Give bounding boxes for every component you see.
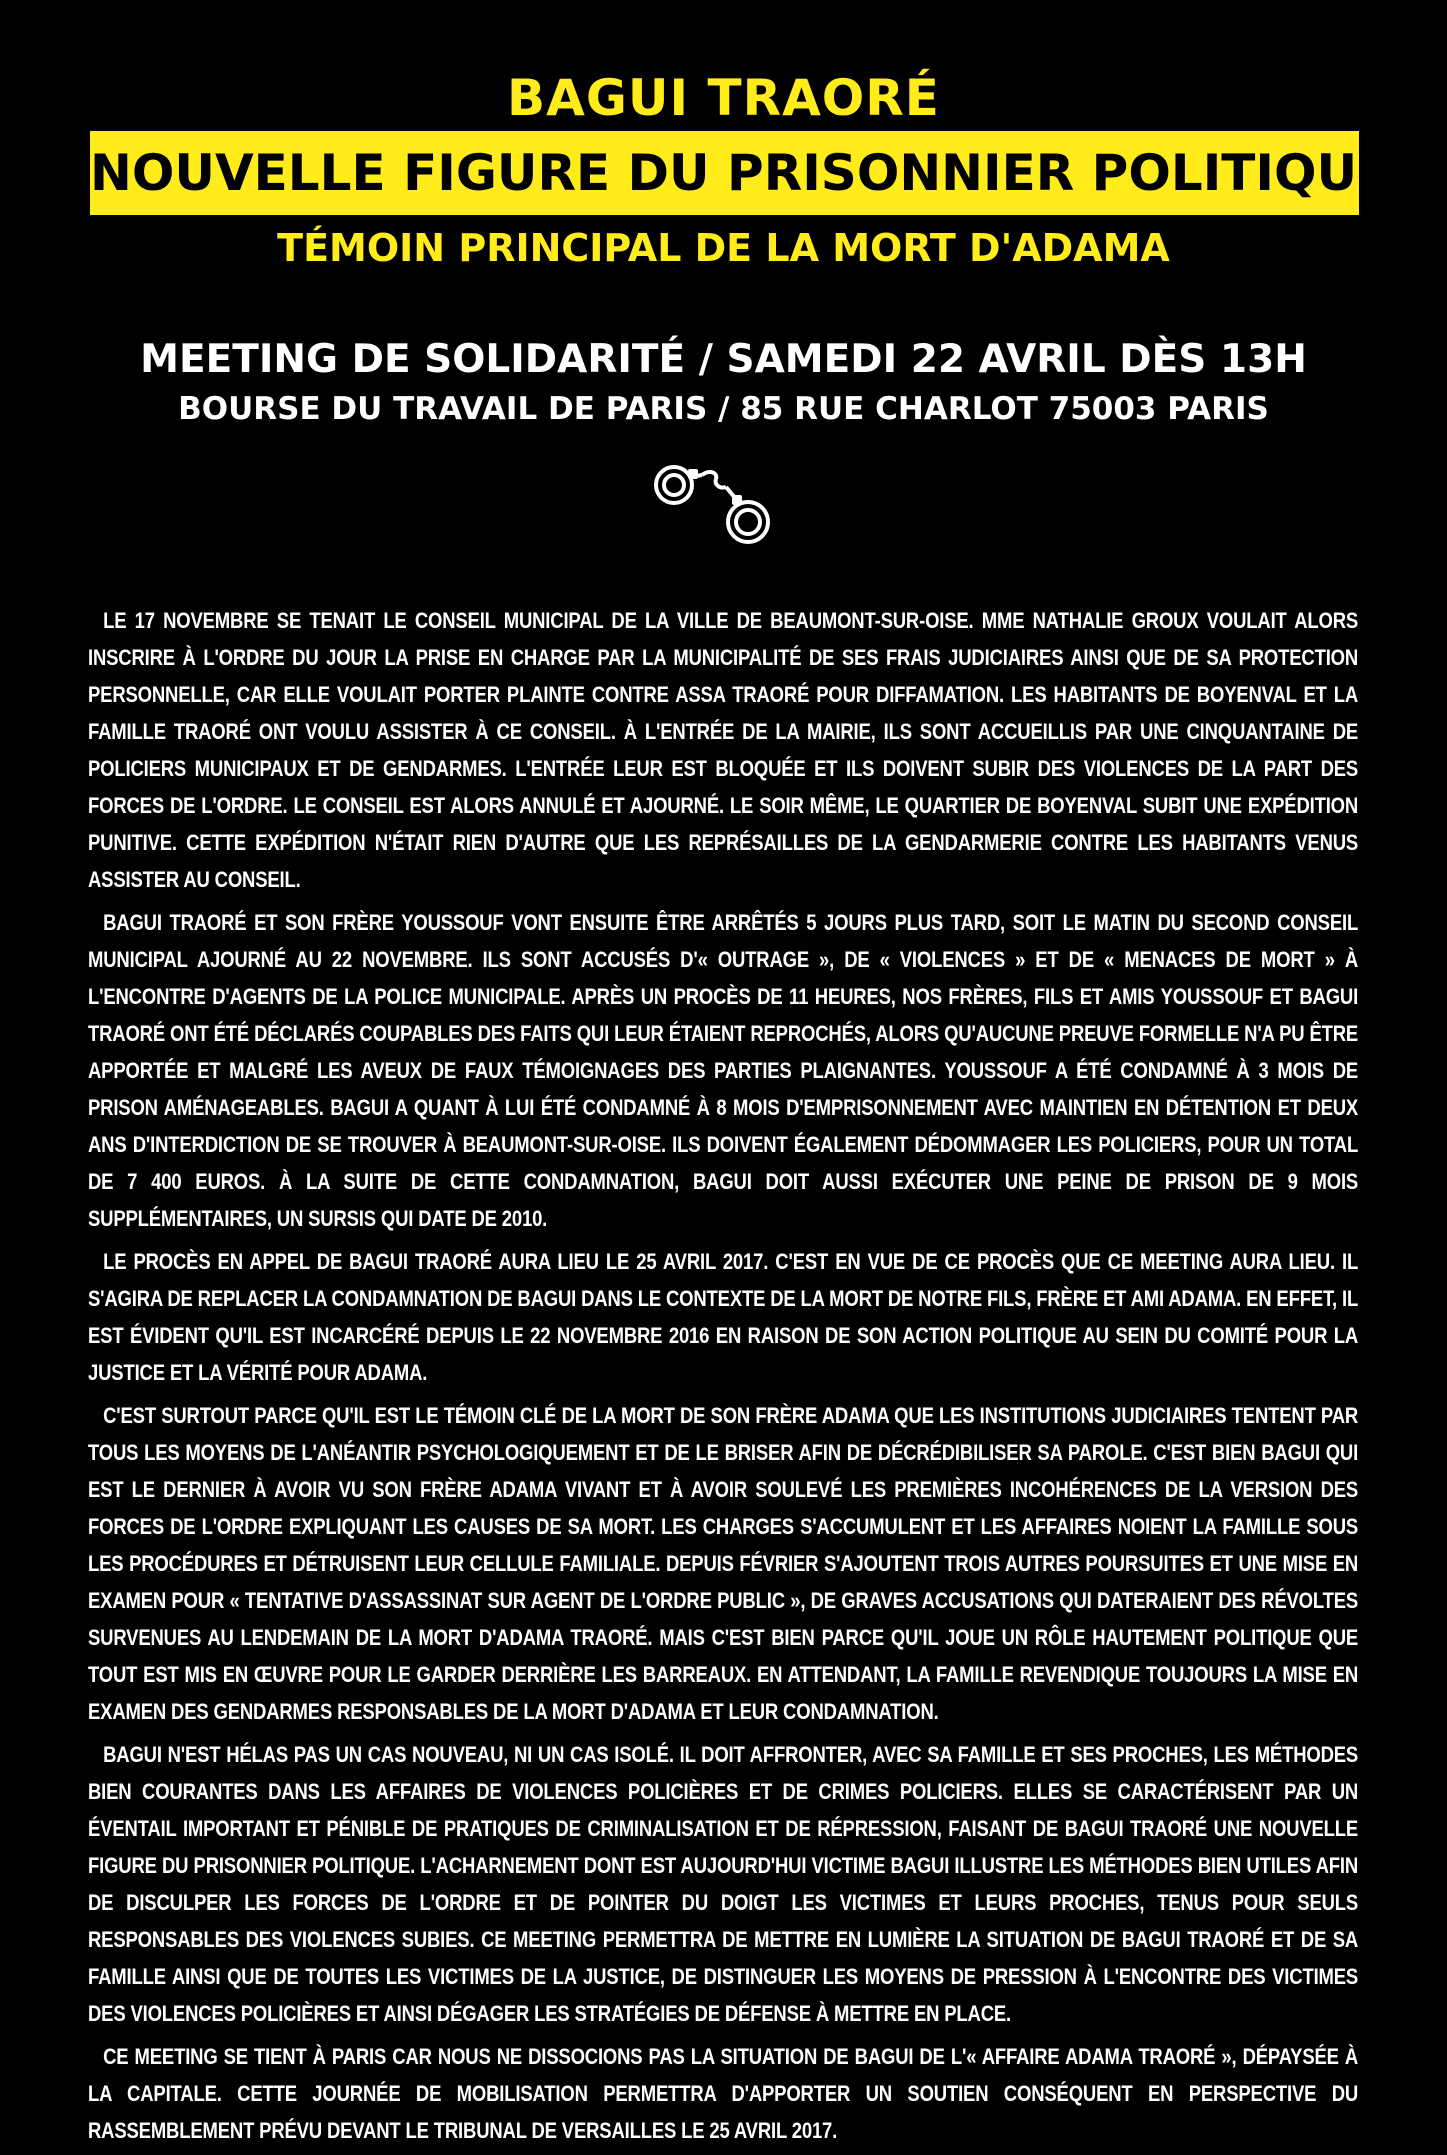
subtitle: TÉMOIN PRINCIPAL DE LA MORT D'ADAMA <box>277 226 1170 270</box>
paragraph: LE 17 NOVEMBRE SE TENAIT LE CONSEIL MUNICIPAL DE LA VILLE DE BEAUMONT-SUR-OISE. MME NATHALIE GROUX VOULAIT ALORS INSCRIRE À L'ORDRE DU JOUR LA PRISE EN CHARGE PAR LA MUNICIPALITÉ DE SES FRAIS JUDICIAIRES AINSI QUE DE SA PROTECTION PERSONNELLE, CAR ELLE VOULAIT PORTER PLAINTE CONTRE ASSA TRAORÉ POUR DIFFAMATION. LES HABITANTS DE BOYENVAL ET LA FAMILLE TRAORÉ ONT VOULU ASSISTER À CE CONSEIL. À L'ENTRÉE DE LA MAIRIE, ILS SONT ACCUEILLIS PAR UNE CINQUANTAINE DE POLICIERS MUNICIPAUX ET DE GENDARMES. L'ENTRÉE LEUR EST BLOQUÉE ET ILS DOIVENT SUBIR DES VIOLENCES DE LA PART DES FORCES DE L'ORDRE. LE CONSEIL EST ALORS ANNULÉ ET AJOURNÉ. LE SOIR MÊME, LE QUARTIER DE BOYENVAL SUBIT UNE EXPÉDITION PUNITIVE. CETTE EXPÉDITION N'ÉTAIT RIEN D'AUTRE QUE LES REPRÉSAILLES DE LA GENDARMERIE CONTRE LES HABITANTS VENUS ASSISTER AU CONSEIL. <box>88 608 1359 892</box>
paragraph: BAGUI N'EST HÉLAS PAS UN CAS NOUVEAU, NI UN CAS ISOLÉ. IL DOIT AFFRONTER, AVEC SA FAMILLE ET SES PROCHES, LES MÉTHODES BIEN COURANTES DANS LES AFFAIRES DE VIOLENCES POLICIÈRES ET DE CRIMES POLICIERS. ELLES SE CARACTÉRISENT PAR UN ÉVENTAIL IMPORTANT ET PÉNIBLE DE PRATIQUES DE CRIMINALISATION ET DE RÉPRESSION, FAISANT DE BAGUI TRAORÉ UNE NOUVELLE FIGURE DU PRISONNIER POLITIQUE. L'ACHARNEMENT DONT EST AUJOURD'HUI VICTIME BAGUI ILLUSTRE LES MÉTHODES BIEN UTILES AFIN DE DISCULPER LES FORCES DE L'ORDRE ET DE POINTER DU DOIGT LES VICTIMES ET LEURS PROCHES, TENUS POUR SEULS RESPONSABLES DES VIOLENCES SUBIES. CE MEETING PERMETTRA DE METTRE EN LUMIÈRE LA SITUATION DE BAGUI TRAORÉ ET DE SA FAMILLE AINSI QUE DE TOUTES LES VICTIMES DE LA JUSTICE, DE DISTINGUER LES MOYENS DE PRESSION À L'ENCONTRE DES VICTIMES DES VIOLENCES POLICIÈRES ET AINSI DÉGAGER LES STRATÉGIES DE DÉFENSE À METTRE EN PLACE. <box>88 1742 1359 2026</box>
paragraph: CE MEETING SE TIENT À PARIS CAR NOUS NE DISSOCIONS PAS LA SITUATION DE BAGUI DE L'« AFFAIRE ADAMA TRAORÉ », DÉPAYSÉE À LA CAPITALE. CETTE JOURNÉE DE MOBILISATION PERMETTRA D'APPORTER UN SOUTIEN CONSÉQUENT EN PERSPECTIVE DU RASSEMBLEMENT PRÉVU DEVANT LE TRIBUNAL DE VERSAILLES LE 25 AVRIL 2017. <box>88 2044 1359 2143</box>
title-name: BAGUI TRAORÉ <box>507 69 940 127</box>
handcuffs-icon <box>650 455 780 550</box>
meeting-address: BOURSE DU TRAVAIL DE PARIS / 85 RUE CHARLOT 75003 PARIS <box>178 391 1269 427</box>
paragraph: LE PROCÈS EN APPEL DE BAGUI TRAORÉ AURA LIEU LE 25 AVRIL 2017. C'EST EN VUE DE CE PROCÈS QUE CE MEETING AURA LIEU. IL S'AGIRA DE REPLACER LA CONDAMNATION DE BAGUI DANS LE CONTEXTE DE LA MORT DE NOTRE FILS, FRÈRE ET AMI ADAMA. EN EFFET, IL EST ÉVIDENT QU'IL EST INCARCÉRÉ DEPUIS LE 22 NOVEMBRE 2016 EN RAISON DE SON ACTION POLITIQUE AU SEIN DU COMITÉ POUR LA JUSTICE ET LA VÉRITÉ POUR ADAMA. <box>88 1249 1359 1385</box>
meeting-info: MEETING DE SOLIDARITÉ / SAMEDI 22 AVRIL DÈS 13H <box>140 337 1307 382</box>
paragraph: C'EST SURTOUT PARCE QU'IL EST LE TÉMOIN CLÉ DE LA MORT DE SON FRÈRE ADAMA QUE LES INSTITUTIONS JUDICIAIRES TENTENT PAR TOUS LES MOYENS DE L'ANÉANTIR PSYCHOLOGIQUEMENT ET DE LE BRISER AFIN DE DÉCRÉDIBILISER SA PAROLE. C'EST BIEN BAGUI QUI EST LE DERNIER À AVOIR VU SON FRÈRE ADAMA VIVANT ET À AVOIR SOULEVÉ LES PREMIÈRES INCOHÉRENCES DE LA VERSION DES FORCES DE L'ORDRE EXPLIQUANT LES CAUSES DE SA MORT. LES CHARGES S'ACCUMULENT ET LES AFFAIRES NOIENT LA FAMILLE SOUS LES PROCÉDURES ET DÉTRUISENT LEUR CELLULE FAMILIALE. DEPUIS FÉVRIER S'AJOUTENT TROIS AUTRES POURSUITES ET UNE MISE EN EXAMEN POUR « TENTATIVE D'ASSASSINAT SUR AGENT DE L'ORDRE PUBLIC », DE GRAVES ACCUSATIONS QUI DATERAIENT DES RÉVOLTES SURVENUES AU LENDEMAIN DE LA MORT D'ADAMA TRAORÉ. MAIS C'EST BIEN PARCE QU'IL JOUE UN RÔLE HAUTEMENT POLITIQUE QUE TOUT EST MIS EN ŒUVRE POUR LE GARDER DERRIÈRE LES BARREAUX. EN ATTENDANT, LA FAMILLE REVENDIQUE TOUJOURS LA MISE EN EXAMEN DES GENDARMES RESPONSABLES DE LA MORT D'ADAMA ET LEUR CONDAMNATION. <box>88 1403 1359 1724</box>
headline-band <box>90 131 1392 215</box>
body-text <box>88 602 1358 2155</box>
paragraph: BAGUI TRAORÉ ET SON FRÈRE YOUSSOUF VONT ENSUITE ÊTRE ARRÊTÉS 5 JOURS PLUS TARD, SOIT LE MATIN DU SECOND CONSEIL MUNICIPAL AJOURNÉ AU 22 NOVEMBRE. ILS SONT ACCUSÉS D'« OUTRAGE », DE « VIOLENCES » ET DE « MENACES DE MORT » À L'ENCONTRE D'AGENTS DE LA POLICE MUNICIPALE. APRÈS UN PROCÈS DE 11 HEURES, NOS FRÈRES, FILS ET AMIS YOUSSOUF ET BAGUI TRAORÉ ONT ÉTÉ DÉCLARÉS COUPABLES DES FAITS QUI LEUR ÉTAIENT REPROCHÉS, ALORS QU'AUCUNE PREUVE FORMELLE N'A PU ÊTRE APPORTÉE ET MALGRÉ LES AVEUX DE FAUX TÉMOIGNAGES DES PARTIES PLAIGNANTES. YOUSSOUF A ÉTÉ CONDAMNÉ À 3 MOIS DE PRISON AMÉNAGEABLES. BAGUI A QUANT À LUI ÉTÉ CONDAMNÉ À 8 MOIS D'EMPRISONNEMENT AVEC MAINTIEN EN DÉTENTION ET DEUX ANS D'INTERDICTION DE SE TROUVER À BEAUMONT-SUR-OISE. ILS DOIVENT ÉGALEMENT DÉDOMMAGER LES POLICIERS, POUR UN TOTAL DE 7 400 EUROS. À LA SUITE DE CETTE CONDAMNATION, BAGUI DOIT AUSSI EXÉCUTER UNE PEINE DE PRISON DE 9 MOIS SUPPLÉMENTAIRES, UN SURSIS QUI DATE DE 2010. <box>88 910 1359 1231</box>
headline: NOUVELLE FIGURE DU PRISONNIER POLITIQUE <box>90 144 1392 202</box>
